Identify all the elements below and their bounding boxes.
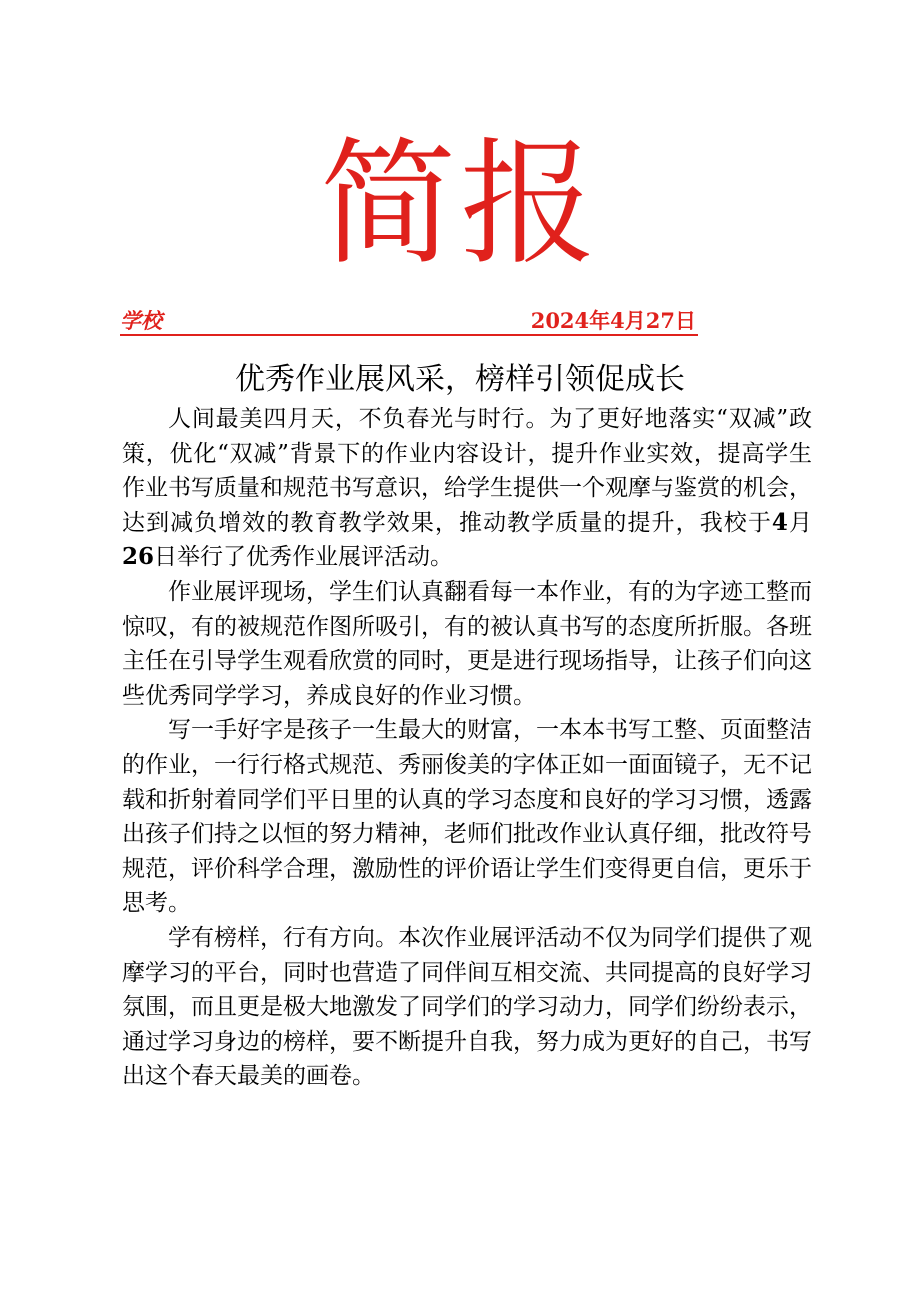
paragraph-1-after: 日举行了优秀作业展评活动。 xyxy=(154,544,454,571)
event-month-number: 4 xyxy=(771,508,788,536)
paragraph-4: 学有榜样，行有方向。本次作业展评活动不仅为同学们提供了观摩学习的平台，同时也营造了同伴间互相交流、共同提高的良好学习氛围，而且更是极大地激发了同学们的学习动力，同学们纷纷表示，通过学习身边的榜样，要不断提升自我，努力成为更好的自己，书写出这个春天最美的画卷。 xyxy=(122,924,812,1090)
masthead-title: 简报 xyxy=(320,126,600,284)
article-title: 优秀作业展风采，榜样引领促成长 xyxy=(235,362,685,397)
school-name: 学校 xyxy=(120,308,162,333)
paragraph-1 xyxy=(122,402,812,575)
meta-row xyxy=(120,308,698,336)
event-day-number: 26 xyxy=(122,543,155,571)
paragraph-2: 作业展评现场，学生们认真翻看每一本作业，有的为字迹工整而惊叹，有的被规范作图所吸引，有的被认真书写的态度所折服。各班主任在引导学生观看欣赏的同时，更是进行现场指导，让孩子们向这些优秀同学学习，养成良好的作业习惯。 xyxy=(122,578,812,709)
paragraph-3: 写一手好字是孩子一生最大的财富，一本本书写工整、页面整洁的作业，一行行格式规范、秀丽俊美的字体正如一面面镜子，无不记载和折射着同学们平日里的认真的学习态度和良好的学习习惯，透露出孩子们持之以恒的努力精神，老师们批改作业认真仔细，批改符号规范，评价科学合理，激励性的评价语让学生们变得更自信，更乐于思考。 xyxy=(122,717,812,917)
paragraph-1-mid: 月 xyxy=(787,509,813,536)
article-body xyxy=(122,402,812,1094)
paragraph-1-before: 人间最美四月天，不负春光与时行。为了更好地落实“双减”政策，优化“双减”背景下的作业内容设计，提升作业实效，提高学生作业书写质量和规范书写意识，给学生提供一个观摩与鉴赏的机会，达到减负增效的教育教学效果，推动教学质量的提升，我校于 xyxy=(122,406,812,536)
issue-date: 2024年4月27日 xyxy=(530,308,696,333)
